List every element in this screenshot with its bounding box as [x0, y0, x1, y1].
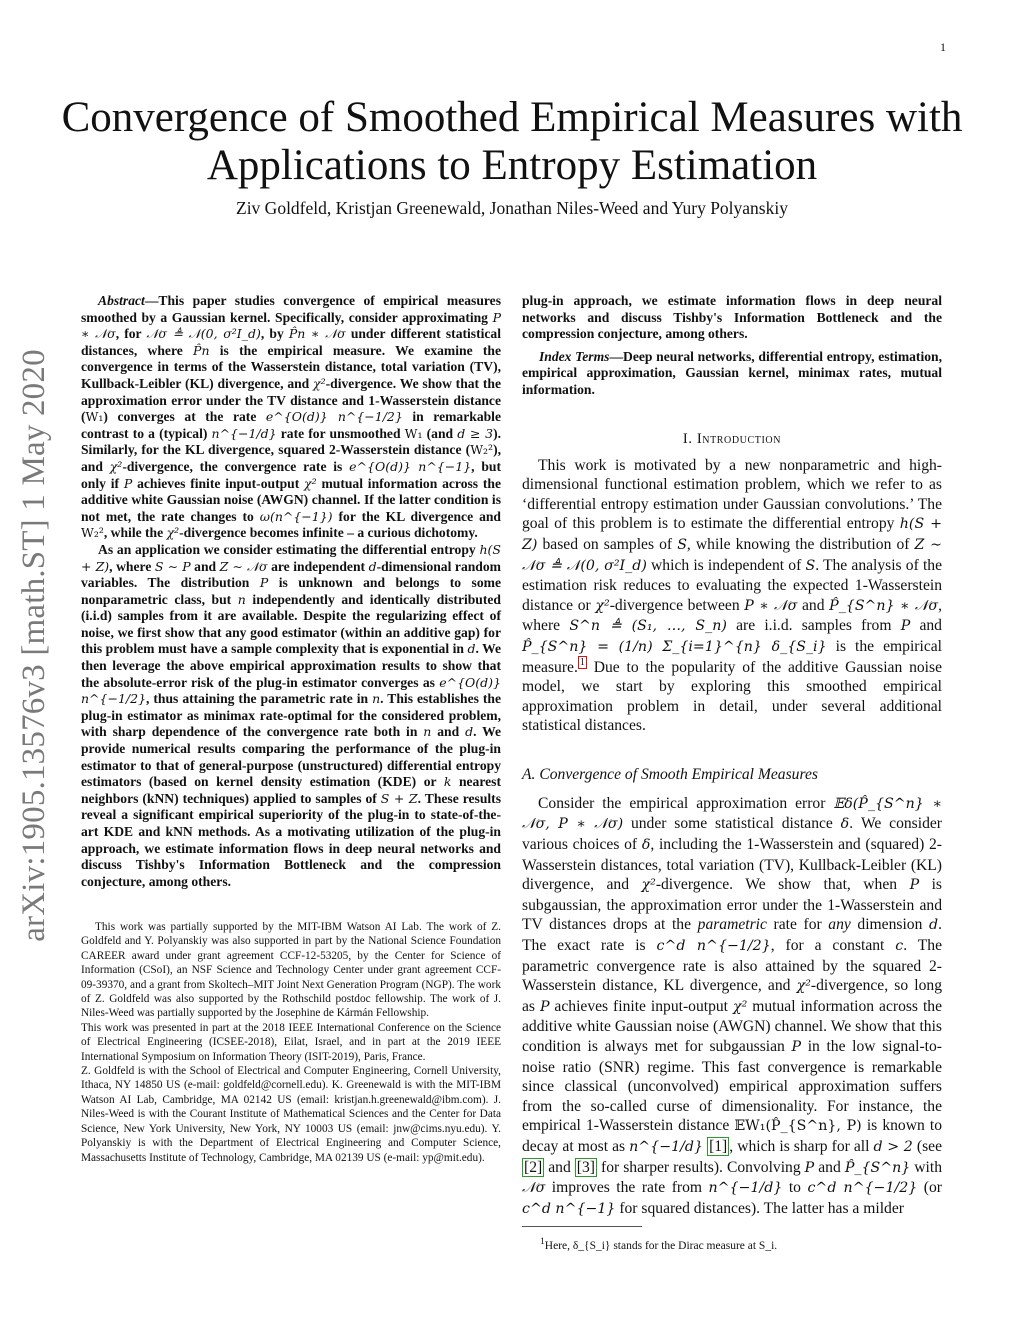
left-column — [81, 293, 501, 890]
affiliation-footnotes — [81, 920, 501, 1165]
index-terms — [522, 349, 942, 399]
author-list: Ziv Goldfeld, Kristjan Greenewald, Jonathan Niles-Weed and Yury Polyanskiy — [236, 198, 788, 218]
author-affiliation-footnote: Z. Goldfeld is with the School of Electrical and Computer Engineering, Cornell University, Ithaca, NY 14850 US (e-mail: goldfeld@cornell.edu). K. Greenewald is with the MIT-IBM Watson AI Lab, Cambridge, MA 02142 US (email: kristjan.h.greenewald@ibm.com). J. Niles-Weed is with the Courant Institute of Mathematical Sciences and the Center for Data Science, New York University, New York, NY 10003 US (email: jnw@cims.nyu.edu). Y. Polyanskiy is with the Department of Electrical Engineering and Computer Science, Massachusetts Institute of Technology, Cambridge, MA 02139 US (e-mail: yp@mit.edu). — [81, 1065, 501, 1164]
subsection-paragraph: Consider the empirical approximation error 𝔼δ(P̂_{S^n} ∗ 𝒩σ, P ∗ 𝒩σ) under some statistical distance δ. We consider various choices of δ, including the 1-Wasserstein and (squared) 2-Wasserstein distances, total variation (TV), Kullback-Leibler (KL) divergence, and χ²-divergence. We show that, when P is subgaussian, the approximation error under the 1-Wasserstein and TV distances drops at the parametric rate for any dimension d. The exact rate is c^d n^{−1/2}, for a constant c. The parametric convergence rate is also attained by the squared 2-Wasserstein distance, KL divergence, and χ²-divergence, so long as P achieves finite input-output χ² mutual information across the additive white Gaussian noise (AWGN) channel. We show that this condition is always met for subgaussian P in the low signal-to-noise ratio (SNR) regime. This fast convergence is remarkable since classical (unconvolved) empirical approximation suffers from the so-called curse of dimensionality. For instance, the empirical 1-Wasserstein distance 𝔼W₁(P̂_{S^n}, P) is known to decay at most as n^{−1/d} [1] , which is sharp for all d > 2 (see [2] and [3] for sharper results). Convolving P and P̂_{S^n} with 𝒩σ improves the rate from n^{−1/d} to c^d n^{−1/2} (or c^d n^{−1} for squared distances). The latter has a milder — [522, 794, 943, 1217]
dirac-footnote — [540, 1236, 940, 1252]
abstract-continuation: plug-in approach, we estimate information flows in deep neural networks and discuss Tishby's Information Bottleneck and the compression conjecture, among others. — [522, 293, 942, 342]
footnote-mark: 1 — [540, 1236, 545, 1247]
footnote-link-1[interactable]: 1 — [579, 657, 585, 669]
right-column — [522, 293, 942, 1219]
abstract-label: Abstract — [98, 293, 145, 308]
footnote-rule — [522, 1226, 642, 1227]
index-terms-text: —Deep neural networks, differential entropy, estimation, empirical approximation, Gaussian kernel, minimax rates, mutual information. — [522, 348, 942, 397]
abstract-paragraph-2: As an application we consider estimating the differential entropy h(S + Z), where S ∼ P and Z ∼ 𝒩σ are independent d-dimensional random variables. The distribution P is unknown and belongs to some nonparametric class, but n independently and identically distributed (i.i.d) samples from it are available. Despite the regularizing effect of noise, we first show that any good estimator (within an additive gap) for this problem must have a sample complexity that is exponential in d. We then leverage the above empirical approximation results to show that the absolute-error risk of the plug-in estimator converges as e^{O(d)} n^{−1/2}, thus attaining the parametric rate in n. This establishes the plug-in estimator as minimax rate-optimal for the considered problem, with sharp dependence of the convergence rate both in n and d. We provide numerical results comparing the performance of the plug-in estimator to that of general-purpose (unstructured) differential entropy estimators (based on kernel density estimation (KDE) or k nearest neighbors (kNN) techniques) applied to samples of S + Z. These results reveal a significant empirical superiority of the plug-in to state-of-the-art KDE and kNN methods. As a motivating utilization of the plug-in approach, we estimate information flows in deep neural networks and discuss Tishby's Information Bottleneck and the compression conjecture, among others. — [81, 541, 502, 889]
funding-footnote: This work was partially supported by the MIT-IBM Watson AI Lab. The work of Z. Goldfeld and Y. Polyanskiy was also supported in part by the National Science Foundation CAREER award under grant agreement CCF-12-53205, by the Center for Science of Information (CSoI), an NSF Science and Technology Center under grant agreement CCF-09-39370, and a grant from Skoltech–MIT Joint Next Generation Program (NGP). The work of Z. Goldfeld was also supported by the Rothschild postdoc fellowship. The work of J. Niles-Weed was partially supported by the Josephine de Kármán Fellowship. — [81, 921, 501, 1020]
index-terms-label: Index Terms — [539, 348, 610, 364]
citation-3[interactable]: [3] — [576, 1158, 595, 1176]
subsection-heading: A. Convergence of Smooth Empirical Measures — [522, 765, 818, 783]
citation-1[interactable]: [1] — [709, 1137, 728, 1155]
presentation-footnote: This work was presented in part at the 2018 IEEE International Conference on the Science of Electrical Engineering (ICSEE-2018), Eilat, Israel, and in part at the 2019 IEEE International Symposium on Information Theory (ISIT-2019), Paris, France. — [81, 1021, 501, 1063]
citation-2[interactable]: [2] — [524, 1158, 543, 1176]
abstract-paragraph-1: Abstract—This paper studies convergence of empirical measures smoothed by a Gaussian kernel. Specifically, consider approximating P ∗ 𝒩σ, for 𝒩σ ≜ 𝒩(0, σ²I_d), by P̂n ∗ 𝒩σ under different statistical distances, where P̂n is the empirical measure. We examine the convergence in terms of the Wasserstein distance, total variation (TV), Kullback-Leibler (KL) divergence, and χ²-divergence. We show that the approximation error under the TV distance and 1-Wasserstein distance (W₁) converges at the rate e^{O(d)} n^{−1/2} in remarkable contrast to a (typical) n^{−1/d} rate for unsmoothed W₁ (and d ≥ 3). Similarly, for the KL divergence, squared 2-Wasserstein distance (W₂²), and χ²-divergence, the convergence rate is e^{O(d)} n^{−1}, but only if P achieves finite input-output χ² mutual information across the additive white Gaussian noise (AWGN) channel. If the latter condition is not met, the rate changes to ω(n^{−1}) for the KL divergence and W₂², while the χ²-divergence becomes infinite – a curious dichotomy. — [81, 293, 502, 541]
arxiv-stamp — [4, 315, 64, 975]
footnote-text: Here, δ_{S_i} stands for the Dirac measure at S_i. — [544, 1239, 778, 1252]
section-heading-introduction: I. Introduction — [682, 430, 782, 447]
intro-paragraph: This work is motivated by a new nonparametric and high-dimensional functional estimation problem, which we refer to as ‘differential entropy estimation under Gaussian convolutions.’ The goal of this problem is to estimate the differential entropy h(S + Z) based on samples of S, while knowing the distribution of Z ∼ 𝒩σ ≜ 𝒩(0, σ²I_d) which is independent of S. The analysis of the estimation risk reduces to evaluating the expected 1-Wasserstein distance or χ²-divergence between P ∗ 𝒩σ and P̂_{S^n} ∗ 𝒩σ, where S^n ≜ (S₁, …, S_n) are i.i.d. samples from P and P̂_{S^n} = (1/n) Σ_{i=1}^{n} δ_{S_i} is the empirical measure. $^1$ Due to the popularity of the additive Gaussian noise model, we start by exploring this smoothed empirical approximation problem in detail, under several additional statistical distances. — [522, 456, 943, 735]
page-number: 1 — [940, 40, 946, 54]
paper-title: Convergence of Smoothed Empirical Measures with Applications to Entropy Estimation — [61, 94, 963, 189]
arxiv-stamp-text: arXiv:1905.13576v3 [math.ST] 1 May 2020 — [15, 348, 52, 942]
